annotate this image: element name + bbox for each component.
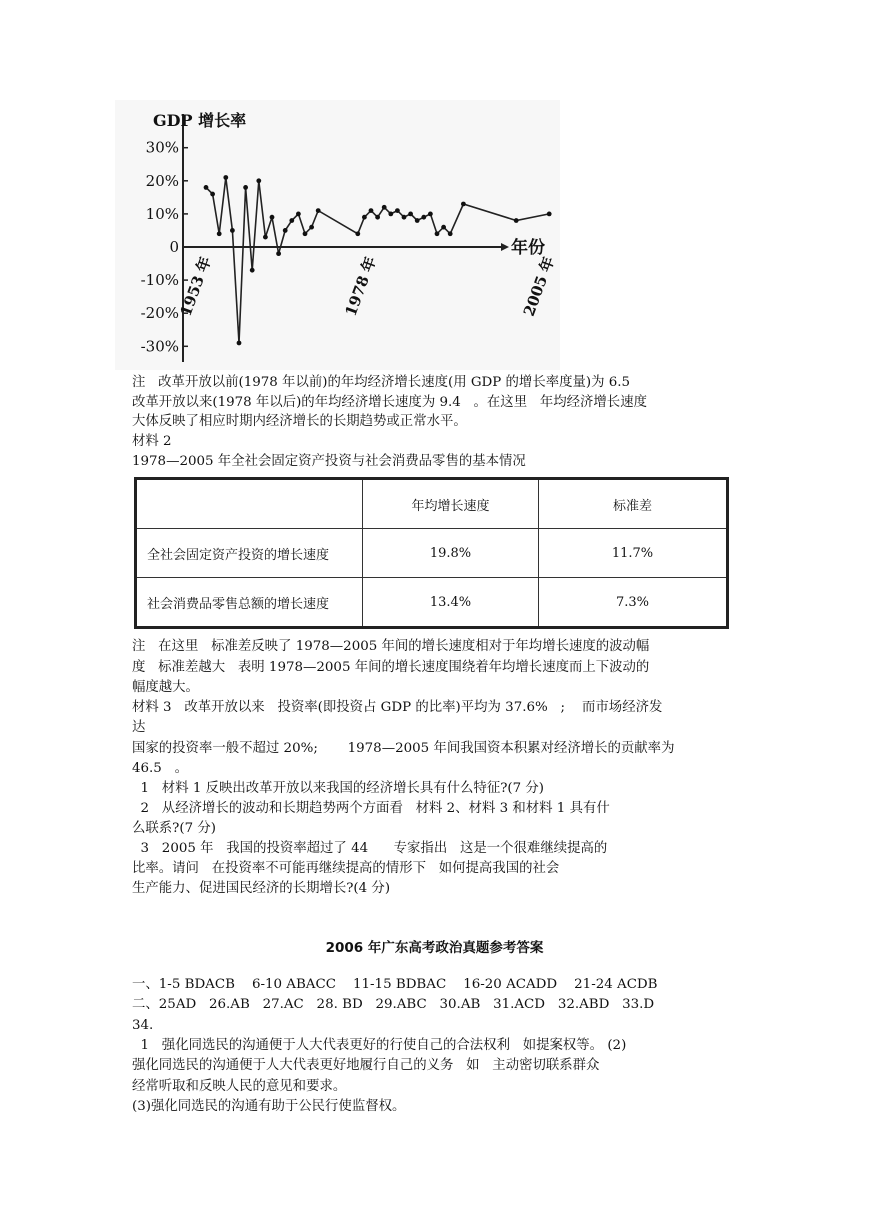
- y-tick-label: -20%: [140, 304, 179, 323]
- question-line: 生产能力、促进国民经济的长期增长?(4 分): [132, 881, 391, 896]
- answer-line: 强化同选民的沟通便于人大代表更好地履行自己的义务 如 主动密切联系群众: [132, 1058, 600, 1073]
- material-line: 国家的投资率一般不超过 20%; 1978—2005 年间我国资本积累对经济增长的贡献率为: [132, 741, 675, 756]
- data-point: [362, 215, 367, 220]
- material-line: 达: [132, 720, 146, 735]
- table-header-cell: 年均增长速度: [363, 479, 539, 529]
- table-header-row: [136, 479, 728, 529]
- data-point: [256, 178, 261, 183]
- data-point: [223, 175, 228, 180]
- data-point: [375, 215, 380, 220]
- data-point: [250, 268, 255, 273]
- data-point: [210, 192, 215, 197]
- x-tick-label: 2005 年: [519, 254, 558, 319]
- table-cell: 社会消费品零售总额的增长速度: [136, 578, 363, 628]
- question-line: 么联系?(7 分): [132, 821, 216, 836]
- data-point: [514, 218, 519, 223]
- investment-table: [134, 477, 729, 629]
- gdp-growth-chart: [115, 100, 560, 370]
- data-point: [402, 215, 407, 220]
- data-point: [421, 215, 426, 220]
- x-axis-label: 年份: [511, 238, 545, 258]
- data-point: [395, 208, 400, 213]
- question-line: 1 材料 1 反映出改革开放以来我国的经济增长具有什么特征?(7 分): [132, 781, 545, 796]
- data-point: [263, 235, 268, 240]
- data-point: [204, 185, 209, 190]
- answer-line: 34.: [132, 1018, 154, 1033]
- answer-line: (3)强化同选民的沟通有助于公民行使监督权。: [132, 1099, 406, 1114]
- data-point: [217, 231, 222, 236]
- data-point: [230, 228, 235, 233]
- table-cell: 11.7%: [539, 529, 728, 578]
- data-point: [388, 212, 393, 217]
- table-row: [136, 578, 728, 628]
- answer-line: 经常听取和反映人民的意见和要求。: [132, 1079, 347, 1094]
- x-axis-arrow: [501, 243, 509, 251]
- table-cell: 全社会固定资产投资的增长速度: [136, 529, 363, 578]
- data-point: [547, 212, 552, 217]
- answer-title: 2006 年广东高考政治真题参考答案: [325, 940, 544, 956]
- material-label: 材料 2: [132, 434, 172, 449]
- note-line: 改革开放以来(1978 年以后)的年均经济增长速度为 9.4 。在这里 年均经济增长速度: [132, 395, 647, 410]
- table-caption: 1978—2005 年全社会固定资产投资与社会消费品零售的基本情况: [132, 454, 526, 469]
- data-point: [303, 231, 308, 236]
- answer-line: 二、25AD 26.AB 27.AC 28. BD 29.ABC 30.AB 31.ACD 32.ABD 33.D: [132, 997, 655, 1012]
- question-line: 比率。请问 在投资率不可能再继续提高的情形下 如何提高我国的社会: [132, 861, 560, 876]
- data-point: [355, 231, 360, 236]
- note-line: 度 标准差越大 表明 1978—2005 年间的增长速度围绕着年均增长速度而上下波动的: [132, 660, 650, 675]
- note-line: 注 改革开放以前(1978 年以前)的年均经济增长速度(用 GDP 的增长率度量)为 6.5: [132, 375, 631, 390]
- x-tick-label: 1978 年: [341, 254, 380, 319]
- data-point: [448, 231, 453, 236]
- y-tick-label: 30%: [145, 138, 179, 157]
- material-line: 材料 3 改革开放以来 投资率(即投资占 GDP 的比率)平均为 37.6% ; 而市场经济发: [132, 700, 663, 715]
- data-point: [382, 205, 387, 210]
- table-cell: 19.8%: [363, 529, 539, 578]
- chart-svg: [115, 100, 560, 370]
- data-point: [369, 208, 374, 213]
- data-point: [461, 202, 466, 207]
- answer-line: 一、1-5 BDACB 6-10 ABACC 11-15 BDBAC 16-20 ACADD 21-24 ACDB: [132, 977, 658, 992]
- question-line: 3 2005 年 我国的投资率超过了 44 专家指出 这是一个很难继续提高的: [132, 841, 608, 856]
- y-tick-label: 20%: [145, 171, 179, 190]
- answer-line: 1 强化同选民的沟通便于人大代表更好的行使自己的合法权利 如提案权等。 (2): [132, 1038, 627, 1053]
- table-row: [136, 529, 728, 578]
- data-point: [270, 215, 275, 220]
- y-tick-label: -10%: [140, 271, 179, 290]
- y-tick-label: 0: [169, 238, 179, 256]
- question-line: 2 从经济增长的波动和长期趋势两个方面看 材料 2、材料 3 和材料 1 具有什: [132, 801, 610, 816]
- material-line: 46.5 。: [132, 761, 188, 776]
- data-point: [243, 185, 248, 190]
- data-point: [316, 208, 321, 213]
- y-axis-label: GDP 增长率: [153, 111, 247, 130]
- data-point: [428, 212, 433, 217]
- data-point: [408, 212, 413, 217]
- note-line: 大体反映了相应时期内经济增长的长期趋势或正常水平。: [132, 414, 467, 429]
- data-point: [276, 251, 281, 256]
- x-tick-label: 1953 年: [176, 254, 215, 319]
- data-point: [309, 225, 314, 230]
- data-point: [283, 228, 288, 233]
- note-line: 注 在这里 标准差反映了 1978—2005 年间的增长速度相对于年均增长速度的波动幅: [132, 639, 650, 654]
- y-tick-label: 10%: [145, 204, 179, 223]
- table-cell: 7.3%: [539, 578, 728, 628]
- table-header-cell: [136, 479, 363, 529]
- data-point: [415, 218, 420, 223]
- y-tick-label: -30%: [140, 337, 179, 356]
- data-point: [237, 341, 242, 346]
- data-point: [435, 231, 440, 236]
- data-point: [441, 225, 446, 230]
- table-header-cell: 标准差: [539, 479, 728, 529]
- data-point: [296, 212, 301, 217]
- data-point: [289, 218, 294, 223]
- note-line: 幅度越大。: [132, 680, 199, 695]
- table-cell: 13.4%: [363, 578, 539, 628]
